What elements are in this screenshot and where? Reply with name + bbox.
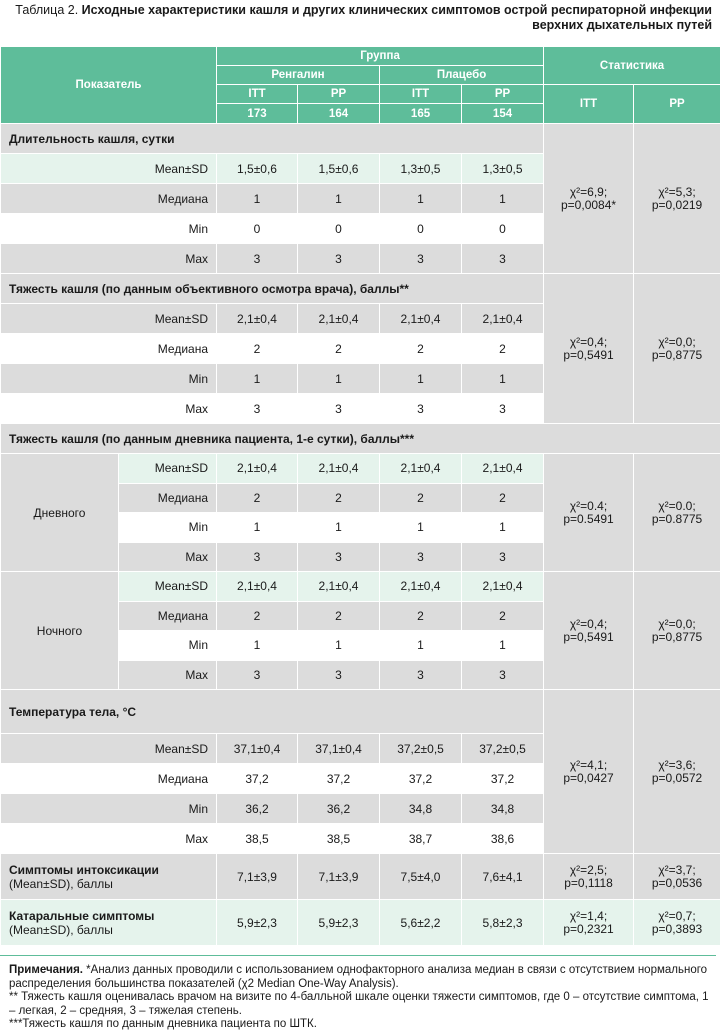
stat-pp-catarrh: χ²=0,7; p=0,3893 — [634, 900, 720, 946]
table-row: Min 36,2 36,2 34,8 34,8 — [1, 794, 720, 824]
table-row: Катаральные симптомы (Mean±SD), баллы 5,9±2,3 5,9±2,3 5,6±2,2 5,8±2,3 χ²=1,4; p=0,2321 χ²=0,7; p=0,3893 — [1, 900, 720, 946]
section-title-diary: Тяжесть кашля (по данным дневника пациента, 1-е сутки), баллы*** — [1, 424, 720, 454]
header-placebo-itt: ITT — [380, 85, 462, 104]
stat-itt-diary-night: χ²=0,4; p=0,5491 — [544, 572, 634, 690]
stat-pp-doctor: χ²=0,0; p=0,8775 — [634, 274, 720, 424]
section-title-temp: Температура тела, °С — [1, 690, 544, 734]
table-row: Медиана 2 2 2 2 — [1, 601, 720, 631]
table-row: Медиана 1 1 1 1 — [1, 184, 720, 214]
header-drug: Ренгалин — [217, 66, 380, 85]
table-row: Max 3 3 3 3 — [1, 244, 720, 274]
stat-itt-intox: χ²=2,5; p=0,1118 — [544, 854, 634, 900]
table-row: Mean±SD 1,5±0,6 1,5±0,6 1,3±0,5 1,3±0,5 — [1, 154, 720, 184]
header-group: Группа — [217, 47, 544, 66]
table-row: Mean±SD 37,1±0,4 37,1±0,4 37,2±0,5 37,2±0,5 — [1, 734, 720, 764]
header-statistics: Статистика — [544, 47, 720, 85]
stat-itt-temp: χ²=4,1; p=0,0427 — [544, 690, 634, 854]
table-row: Min 1 1 1 1 — [1, 513, 720, 543]
stat-pp-duration: χ²=5,3; p=0,0219 — [634, 124, 720, 274]
data-table — [0, 46, 720, 946]
section-title-duration: Длительность кашля, сутки — [1, 124, 544, 154]
stat-itt-duration: χ²=6,9; p=0,0084* — [544, 124, 634, 274]
table-row: Дневного Mean±SD 2,1±0,4 2,1±0,4 2,1±0,4 2,1±0,4 χ²=0.4; p=0.5491 χ²=0.0; p=0.8775 — [1, 454, 720, 484]
table-row: Медиана 2 2 2 2 — [1, 334, 720, 364]
header-n-drug-pp: 164 — [298, 104, 380, 124]
table-row: Min 1 1 1 1 — [1, 631, 720, 661]
stat-itt-diary-day: χ²=0.4; p=0.5491 — [544, 454, 634, 572]
caption-title: Исходные характеристики кашля и других клинических симптомов острой респираторной инфекции верхних дыхательных путей — [81, 3, 712, 32]
stat-pp-diary-night: χ²=0,0; p=0,8775 — [634, 572, 720, 690]
section-title-doctor: Тяжесть кашля (по данным объективного осмотра врача), баллы** — [1, 274, 544, 304]
stat-pp-intox: χ²=3,7; p=0,0536 — [634, 854, 720, 900]
section-title-intox: Симптомы интоксикации (Mean±SD), баллы — [1, 854, 217, 900]
table-notes — [0, 955, 716, 1032]
table-row: Ночного Mean±SD 2,1±0,4 2,1±0,4 2,1±0,4 2,1±0,4 χ²=0,4; p=0,5491 χ²=0,0; p=0,8775 — [1, 572, 720, 602]
header-stat-itt: ITT — [544, 85, 634, 124]
header-n-drug-itt: 173 — [217, 104, 298, 124]
note-1: Примечания. *Анализ данных проводили с использованием однофакторного анализа медиан в связи с отсутствием нормального распределения большинства показателей (χ2 Median One-Way Analysis). — [9, 964, 708, 990]
note-3: ***Тяжесть кашля по данным дневника пациента по ШТК. — [9, 1018, 317, 1030]
table-row: Медиана 2 2 2 2 — [1, 483, 720, 513]
header-drug-pp: PP — [298, 85, 380, 104]
stat-pp-diary-day: χ²=0.0; p=0.8775 — [634, 454, 720, 572]
caption-lead: Таблица 2. — [15, 3, 79, 17]
header-stat-pp: PP — [634, 85, 720, 124]
diary-night-label: Ночного — [1, 572, 119, 690]
section-title-catarrh: Катаральные симптомы (Mean±SD), баллы — [1, 900, 217, 946]
stat-itt-doctor: χ²=0,4; p=0,5491 — [544, 274, 634, 424]
table-row: Медиана 37,2 37,2 37,2 37,2 — [1, 764, 720, 794]
diary-day-label: Дневного — [1, 454, 119, 572]
header-indicator: Показатель — [1, 47, 217, 124]
table-row: Max 3 3 3 3 — [1, 660, 720, 690]
table-row: Min 0 0 0 0 — [1, 214, 720, 244]
table-row: Max 38,5 38,5 38,7 38,6 — [1, 824, 720, 854]
table-caption — [0, 0, 716, 46]
table-row: Симптомы интоксикации (Mean±SD), баллы 7,1±3,9 7,1±3,9 7,5±4,0 7,6±4,1 χ²=2,5; p=0,1118 χ²=3,7; p=0,0536 — [1, 854, 720, 900]
header-drug-itt: ITT — [217, 85, 298, 104]
header-n-placebo-pp: 154 — [462, 104, 544, 124]
header-n-placebo-itt: 165 — [380, 104, 462, 124]
header-placebo-pp: PP — [462, 85, 544, 104]
table-row: Max 3 3 3 3 — [1, 394, 720, 424]
stat-pp-temp: χ²=3,6; p=0,0572 — [634, 690, 720, 854]
table-row: Mean±SD 2,1±0,4 2,1±0,4 2,1±0,4 2,1±0,4 — [1, 304, 720, 334]
note-2: ** Тяжесть кашля оценивалась врачом на визите по 4-балльной шкале оценки тяжести симптомов, где 0 – отсутствие симптома, 1 – легкая, 2 – средняя, 3 – тяжелая степень. — [9, 991, 709, 1017]
table-row: Max 3 3 3 3 — [1, 542, 720, 572]
table-row: Min 1 1 1 1 — [1, 364, 720, 394]
stat-itt-catarrh: χ²=1,4; p=0,2321 — [544, 900, 634, 946]
header-placebo: Плацебо — [380, 66, 544, 85]
